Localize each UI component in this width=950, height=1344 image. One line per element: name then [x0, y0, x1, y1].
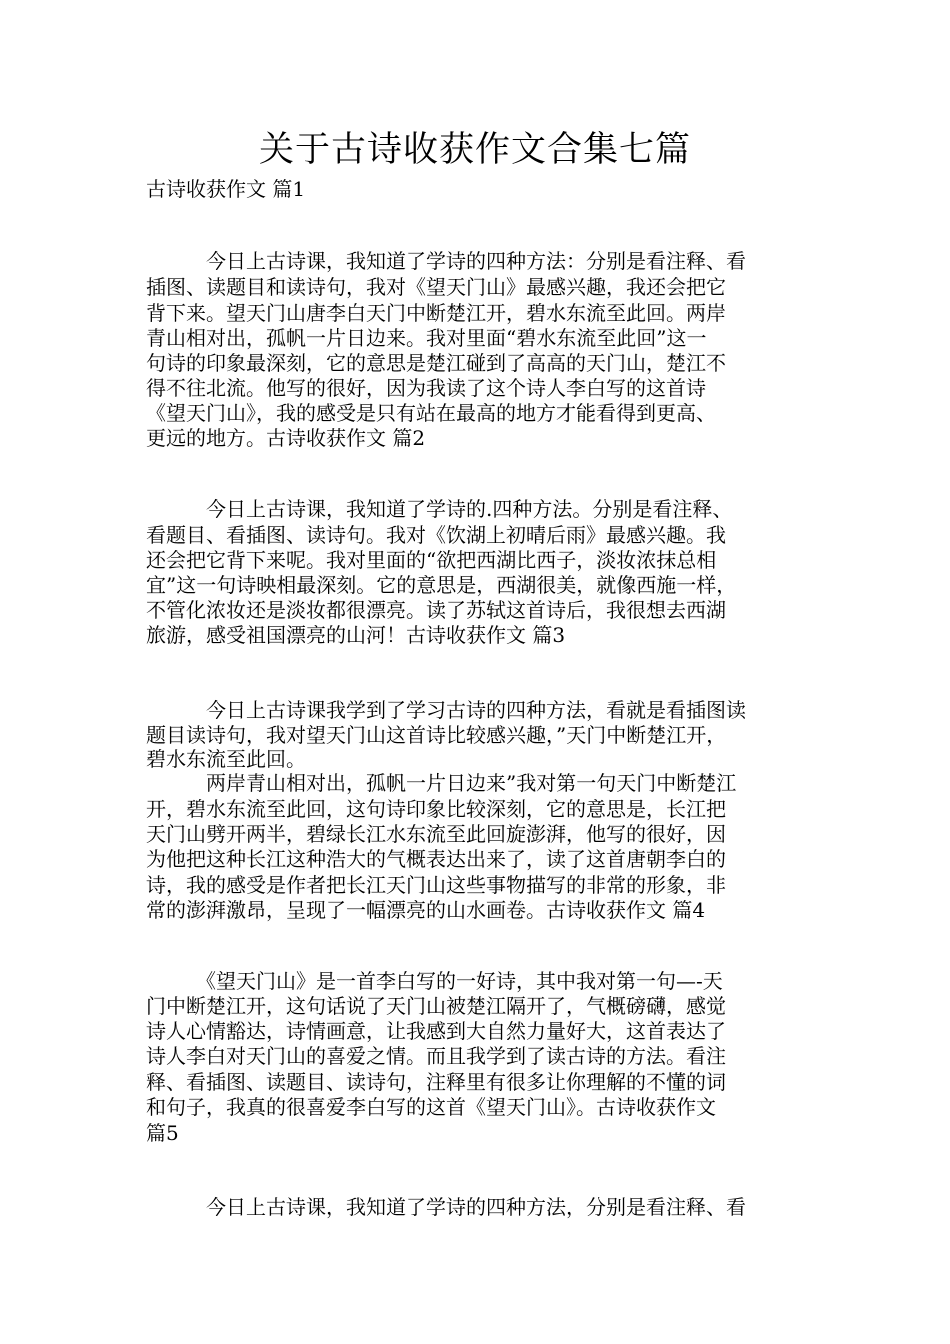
text-line: 今日上古诗课我学到了学习古诗的四种方法，看就是看插图读: [146, 698, 746, 722]
text-line: 句诗的印象最深刻，它的意思是楚江碰到了高高的天门山，楚江不: [146, 351, 726, 375]
text-line: 和句子，我真的很喜爱李白写的这首《望天门山》。古诗收获作文: [146, 1095, 716, 1119]
text-line: 今日上古诗课，我知道了学诗的.四种方法。分别是看注释、: [146, 497, 733, 521]
text-line: 宜”这一句诗映相最深刻。它的意思是，西湖很美，就像西施一样，: [146, 573, 737, 597]
text-line: 《望天门山》是一首李白写的一好诗，其中我对第一句—-天: [146, 969, 723, 993]
text-line: 得不往北流。他写的很好，因为我读了这个诗人李白写的这首诗: [146, 376, 706, 400]
text-line: 今日上古诗课，我知道了学诗的四种方法，分别是看注释、看: [146, 1195, 746, 1219]
document-title: 关于古诗收获作文合集七篇: [258, 130, 691, 170]
text-line: 诗，我的感受是作者把长江天门山这些事物描写的非常的形象，非: [146, 873, 726, 897]
text-line: 不管化浓妆还是淡妆都很漂亮。读了苏轼这首诗后，我很想去西湖: [146, 598, 726, 622]
text-line: 《望天门山》，我的感受是只有站在最高的地方才能看得到更高、: [146, 401, 716, 425]
text-line: 插图、读题目和读诗句，我对《望天门山》最感兴趣，我还会把它: [146, 275, 726, 299]
text-line: 开，碧水东流至此回，这句诗印象比较深刻，它的意思是，长江把: [146, 797, 726, 821]
text-line: 门中断楚江开，这句话说了天门山被楚江隔开了，气概磅礴，感觉: [146, 994, 726, 1018]
text-line: 诗人心情豁达，诗情画意，让我感到大自然力量好大，这首表达了: [146, 1019, 726, 1043]
text-line: 题目读诗句，我对望天门山这首诗比较感兴趣，”天门中断楚江开，: [146, 723, 727, 747]
text-line: 释、看插图、读题目、读诗句，注释里有很多让你理解的不懂的词: [146, 1070, 726, 1094]
text-line: 还会把它背下来呢。我对里面的“欲把西湖比西子，淡妆浓抹总相: [146, 548, 717, 572]
text-line: 看题目、看插图、读诗句。我对《饮湖上初晴后雨》最感兴趣。我: [146, 523, 726, 547]
section-heading-1: 古诗收获作文 篇1: [146, 177, 306, 201]
text-line: 天门山劈开两半，碧绿长江水东流至此回旋澎湃，他写的很好，因: [146, 822, 726, 846]
text-line: 今日上古诗课，我知道了学诗的四种方法：分别是看注释、看: [146, 249, 746, 273]
text-line: 两岸青山相对出，孤帆一片日边来”我对第一句天门中断楚江: [146, 771, 737, 795]
text-line: 常的澎湃激昂，呈现了一幅漂亮的山水画卷。古诗收获作文 篇4: [146, 898, 706, 922]
text-line: 更远的地方。古诗收获作文 篇2: [146, 426, 426, 450]
text-line: 诗人李白对天门山的喜爱之情。而且我学到了读古诗的方法。看注: [146, 1044, 726, 1068]
text-line: 碧水东流至此回。: [146, 747, 306, 771]
text-line: 为他把这种长江这种浩大的气概表达出来了，读了这首唐朝李白的: [146, 847, 726, 871]
text-line: 篇5: [146, 1121, 179, 1145]
text-line: 青山相对出，孤帆一片日边来。我对里面“碧水东流至此回”这一: [146, 326, 707, 350]
text-line: 旅游，感受祖国漂亮的山河！古诗收获作文 篇3: [146, 623, 566, 647]
text-line: 背下来。望天门山唐李白天门中断楚江开，碧水东流至此回。两岸: [146, 301, 726, 325]
